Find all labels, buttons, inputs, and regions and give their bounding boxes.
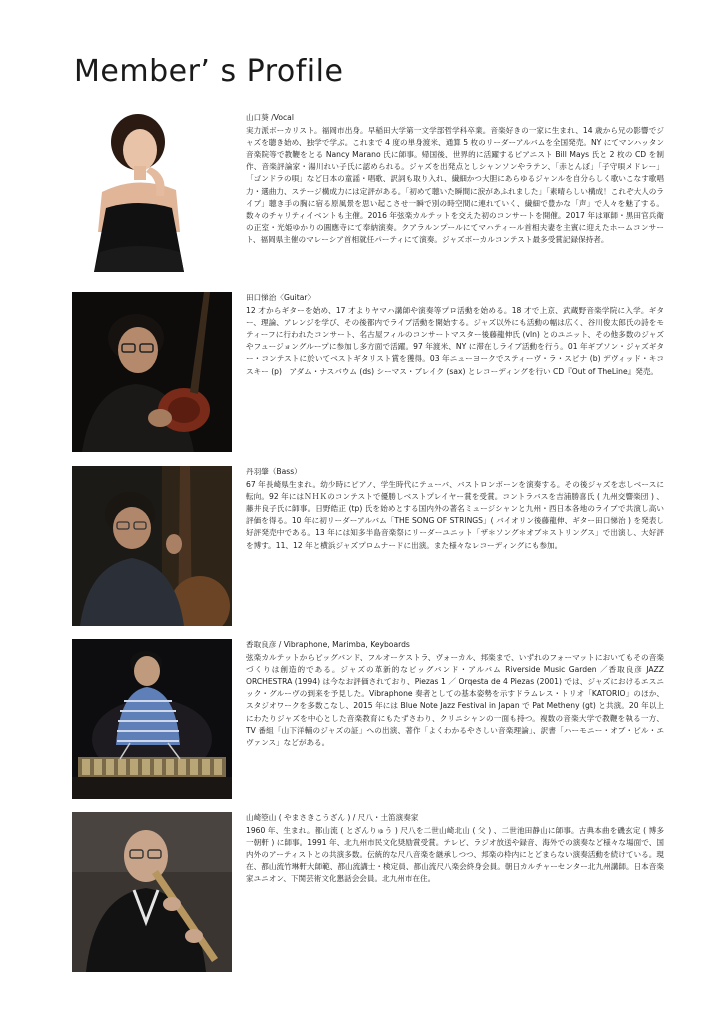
member-description: 1960 年、生まれ。都山流 ( とざんりゅう ) 尺八を二世山崎北山 ( 父 ) 、二世池田静山に師事。古典本曲を磯玄定 ( 博多一朝軒 ) に師事。1991 年、北九州市民文化奨励賞受賞。テレビ、ラジオ放送や録音、海外での演奏など様々な場面で、国内外のアーティストとの共演多数。伝統的な尺八音楽を継承しつつ、邦楽の枠内にとどまらない演奏活動を続けている。現在、都山流竹琳軒大師範、都山流講士・検定員、都山流尺八楽会終身会員。朝日カルチャーセンター北九州講師。日本音楽家ユニオン、下関芸術文化懇話会会員。北九州市在住。 bbox=[246, 826, 664, 884]
member-description: 12 才からギターを始め、17 才よりヤマハ講師や演奏等プロ活動を始める。18 才で上京、武蔵野音楽学院に入学。ギター、理論、アレンジを学び、その後都内でライブ活動を開始する。ジャズ以外にも活動の幅は広く、谷川俊太郎氏の詩をモティーフに行われたコンサート、名古屋フィルのコンサートマスター後藤龍伸氏 (vln) とのユニット、その他多数のジャズやフュージョングループに参加し多方面で活躍。97 年渡米、NY に滞在しライブ活動を行う。01 年ギブソン・ジャズギター・コンテストに於いてベストギタリスト賞を獲得。03 年ニューヨークでスティーヴ・ラ・スピナ (b) デヴィッド・キコスキー (p) アダム・ナスバウム (ds) シーマス・ブレイク (sax) とレコーディングを行い CD『Out of TheLine』発売。 bbox=[246, 306, 664, 376]
member-description: 実力派ボーカリスト。福岡市出身。早稲田大学第一文学部哲学科卒業。音楽好きの一家に生まれ、14 歳から兄の影響でジャズを聴き始め、独学で学ぶ。これまで 4 度の単身渡米、通算 5 枚のリーダーアルバムを全国発売。NY にてマンハッタン音楽院等で教鞭をとる Nancy Marano 氏に師事。帰国後、世界的に活躍するピアニスト Bill Mays 氏と 2 枚の CD を制作、音楽評論家・湯川れい子氏に認められる。ジャズを出発点としシャンソンやラテン、「赤とんぼ」「子守唄メドレー」「ゴンドラの唄」など日本の童謡・唱歌、訳詞も取り入れ、繊細かつ大胆にあらゆるジャンルを自分らしく歌いこなす歌唱力・選曲力、ステージ構成力には定評がある。「初めて聴いた瞬間に涙があふれました」「素晴らしい構成！これぞ大人のライブ」聴き手の胸に宿る原風景を思い起こさせ一瞬で別の時空間に連れていく、繊細で豊かな「声」で人々を魅了する。数々のチャリティイベントも主催。2016 年弦楽カルテットを交えた初のコンサートを開催。2017 年は軍師・黒田官兵衛の正室・光姫ゆかりの圓應寺にて奉納演奏。クアラルンプールにてマハティール首相夫妻を主賓に迎えたホームコンサート、福岡県主催のマレーシア首相就任パーティにて演奏。ジャズボーカルコンテスト最多受賞記録保持者。 bbox=[246, 126, 664, 244]
vocalist-photo bbox=[72, 112, 232, 272]
member-name: 田口悌治〈Guitar〉 bbox=[246, 293, 316, 302]
page-title: Member’ s Profile bbox=[74, 54, 344, 89]
member-name: 丹羽肇（Bass） bbox=[246, 467, 302, 476]
vibraphonist-photo bbox=[72, 639, 232, 799]
member-bio bbox=[246, 292, 664, 378]
member-name: 香取良彦 / Vibraphone, Marimba, Keyboards bbox=[246, 640, 410, 649]
member-bio bbox=[246, 112, 664, 246]
bassist-photo bbox=[72, 466, 232, 626]
member-name: 山崎箜山 ( やまさきこうざん ) / 尺八・土笛演奏家 bbox=[246, 813, 419, 822]
member-bio bbox=[246, 466, 664, 552]
member-description: 67 年長崎県生まれ。幼少時にピアノ、学生時代にテューバ、バストロンボーンを演奏する。その後ジャズを志しベースに転向。92 年にはＮＨＫのコンテストで優勝しベストプレイヤー賞を受賞。コントラバスを吉浦勝喜氏 ( 九州交響楽団 ) 、藤井良子氏に師事。日野皓正 (tp) 氏を始めとする国内外の著名ミュージシャンと九州・西日本各地のライブで共演し高い評価を得る。10 年に初リーダーアルバム「THE SONG OF STRINGS」( バイオリン後藤龍伸、ギター田口悌治 ) を発表し好評発売中である。13 年には知多半島音楽祭にリーダーユニット「ザ＊ソング＊オブ＊ストリングス」で出演し、大好評を博す。11、12 年と横浜ジャズプロムナードに出演。また様々なレコーディングにも参加。 bbox=[246, 480, 664, 550]
member-bio bbox=[246, 812, 664, 886]
shakuhachi-player-photo bbox=[72, 812, 232, 972]
member-bio bbox=[246, 639, 664, 749]
member-description: 弦楽カルテットからビッグバンド、フルオーケストラ、ヴォーカル、邦楽まで、いずれのフォーマットにおいてもその音楽づくりは創造的である。ジャズの革新的なビッグバンド・アルバム Riverside Music Garden ／香取良彦 JAZZ ORCHESTRA (1994) は今なお評価されており、Piezas 1 ／ Orqesta de 4 Piezas (2001) では、ジャズにおけるエスニック・グルーヴの到来を予見した。Vibraphone 奏者としての基本姿勢を示すドラムレス・トリオ「KATORIO」のほか、スタジオワークを多数こなし、2015 年には Blue Note Jazz Festival in Japan で Pat Metheny (gt) と共演。20 年以上にわたりジャズを中心とした音楽教育にもたずさわり、クリニシャンの一面も持つ。複数の音楽大学で教鞭を執る一方、TV 番組「山下洋輔のジャズの証」への出演、著作「よくわかるやさしい音楽理論」、訳書「ハーモニー・オブ・ビル・エヴァンス」などがある。 bbox=[246, 653, 664, 747]
guitarist-photo bbox=[72, 292, 232, 452]
member-name: 山口葵 /Vocal bbox=[246, 113, 294, 122]
